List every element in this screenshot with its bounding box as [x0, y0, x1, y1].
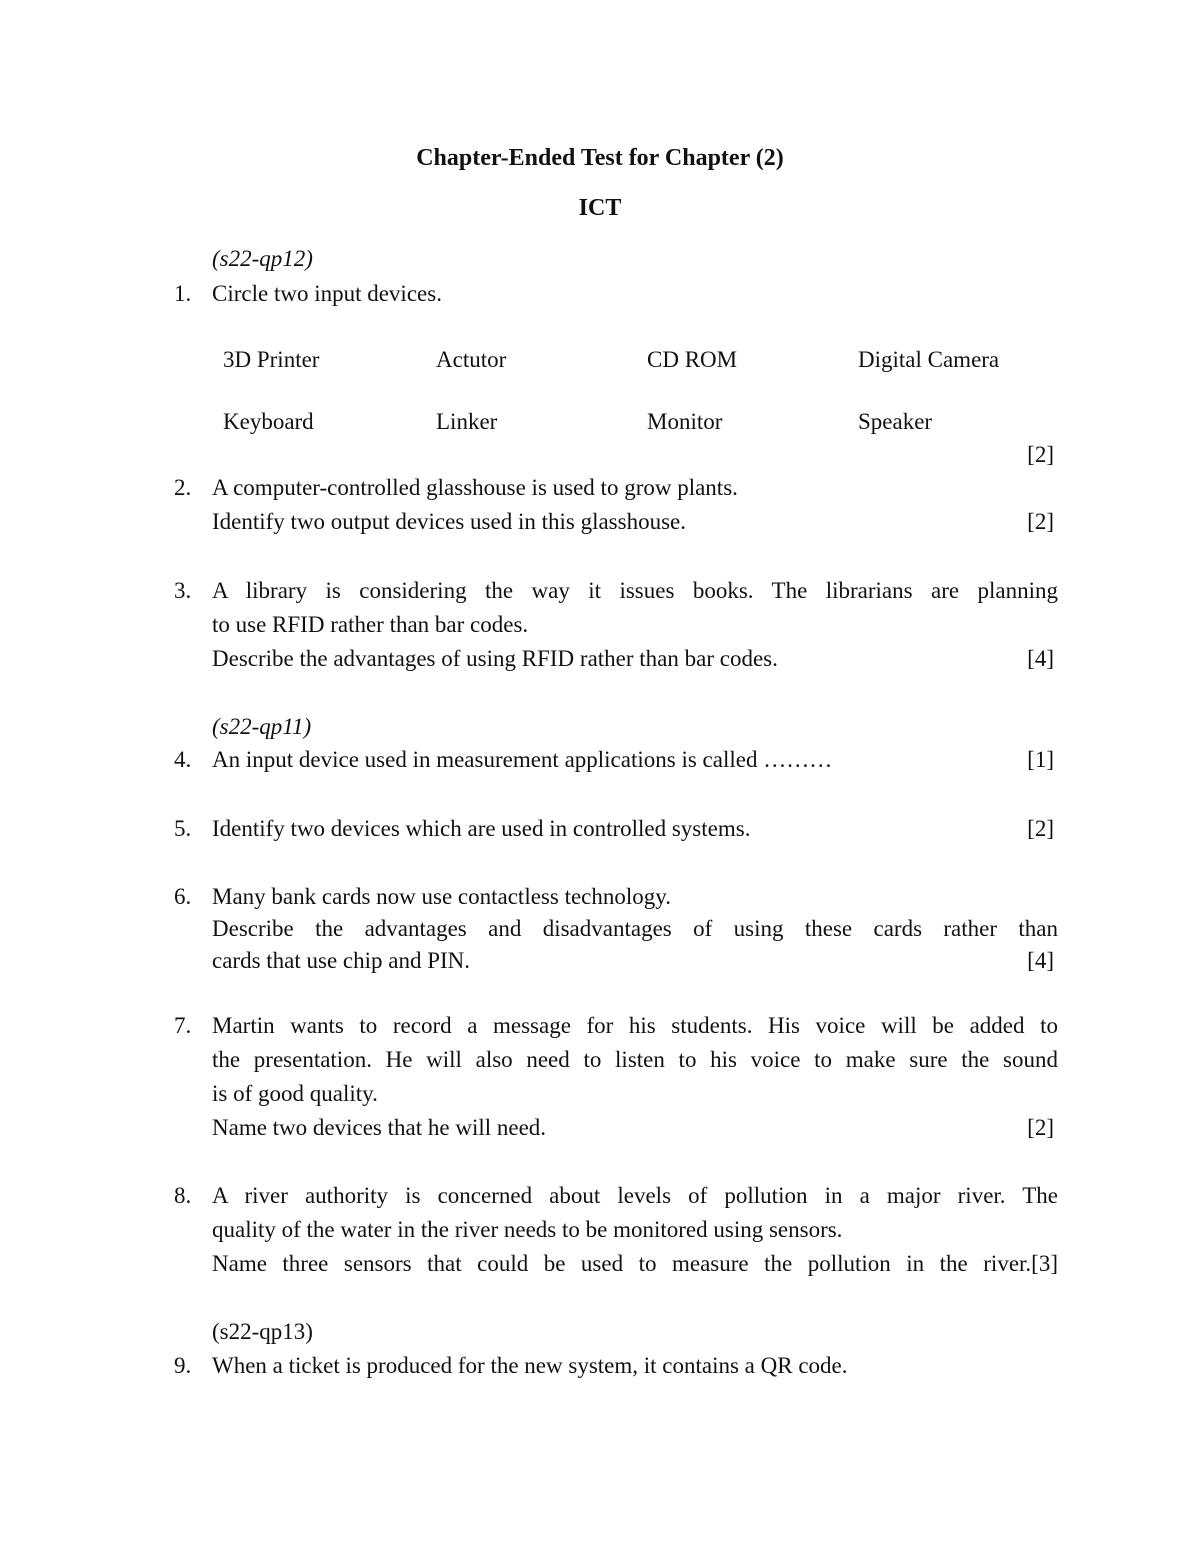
question-number: 1. [174, 281, 192, 306]
marks-label: [4] [1027, 948, 1054, 973]
question-text: cards that use chip and PIN. [212, 948, 471, 973]
question-text: Describe the advantages of using RFID rather than bar codes. [212, 646, 778, 671]
question-text: Describe the advantages and disadvantages of using these cards rather than [212, 916, 1058, 941]
marks-label: [4] [1027, 646, 1054, 671]
question-text: A computer-controlled glasshouse is used to grow plants. [212, 475, 738, 500]
question-text: A library is considering the way it issues books. The librarians are planning [212, 578, 1058, 603]
question-number: 2. [174, 475, 192, 500]
marks-label: [2] [1027, 442, 1054, 467]
option-linker: Linker [436, 409, 498, 434]
question-number: 4. [174, 747, 192, 772]
question-text: the presentation. He will also need to listen to his voice to make sure the sound [212, 1047, 1058, 1072]
question-text: Identify two output devices used in this glasshouse. [212, 509, 686, 534]
option-speaker: Speaker [858, 409, 933, 434]
source-label-qp13: (s22-qp13) [212, 1319, 313, 1344]
question-number: 6. [174, 884, 192, 909]
marks-label: [2] [1027, 1115, 1054, 1140]
question-number: 8. [174, 1183, 192, 1208]
question-text: is of good quality. [212, 1081, 378, 1106]
question-text: Many bank cards now use contactless technology. [212, 884, 672, 909]
question-number: 3. [174, 578, 192, 603]
question-text: quality of the water in the river needs to be monitored using sensors. [212, 1217, 843, 1242]
question-number: 5. [174, 816, 192, 841]
marks-label: [1] [1027, 747, 1054, 772]
source-label-qp12: (s22-qp12) [212, 246, 313, 271]
subject-heading: ICT [578, 195, 622, 221]
question-text: Circle two input devices. [212, 281, 442, 306]
question-text: Name three sensors that could be used to measure the pollution in the river.[3] [212, 1251, 1058, 1276]
question-text: Name two devices that he will need. [212, 1115, 547, 1140]
question-text: A river authority is concerned about levels of pollution in a major river. The [212, 1183, 1058, 1208]
question-text: An input device used in measurement applications is called ……… [212, 747, 833, 772]
question-text: Martin wants to record a message for his students. His voice will be added to [212, 1013, 1058, 1038]
question-number: 7. [174, 1013, 192, 1038]
question-text: When a ticket is produced for the new system, it contains a QR code. [212, 1353, 848, 1378]
option-monitor: Monitor [647, 409, 723, 434]
option-3d-printer: 3D Printer [223, 347, 320, 372]
option-cd-rom: CD ROM [647, 347, 738, 372]
option-actutor: Actutor [436, 347, 507, 372]
option-digital-camera: Digital Camera [858, 347, 1000, 372]
question-text: Identify two devices which are used in controlled systems. [212, 816, 751, 841]
marks-label: [2] [1027, 509, 1054, 534]
question-number: 9. [174, 1353, 192, 1378]
question-text: to use RFID rather than bar codes. [212, 612, 529, 637]
option-keyboard: Keyboard [223, 409, 314, 434]
page-title: Chapter-Ended Test for Chapter (2) [416, 145, 784, 171]
source-label-qp11: (s22-qp11) [212, 714, 312, 739]
marks-label: [2] [1027, 816, 1054, 841]
